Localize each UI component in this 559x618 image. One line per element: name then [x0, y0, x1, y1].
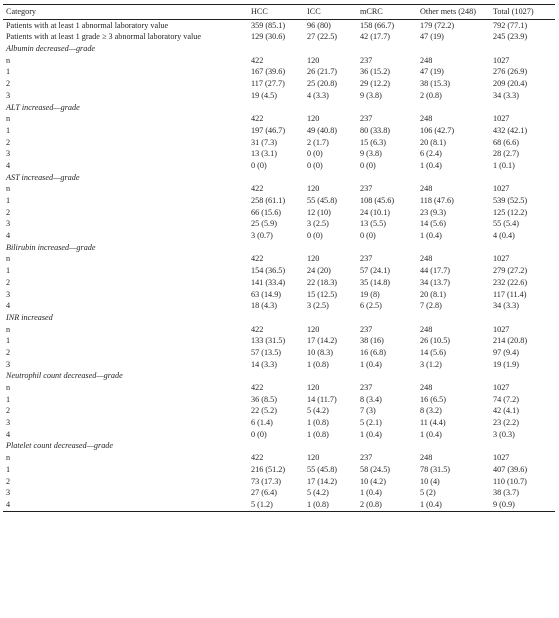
- table-cell: 3 (1.2): [420, 359, 442, 369]
- table-cell: 57 (13.5): [251, 347, 282, 357]
- table-cell: 279 (27.2): [493, 266, 528, 276]
- table-cell: 9 (3.8): [360, 90, 382, 100]
- table-cell: 17 (14.2): [307, 336, 338, 346]
- table-row: [3, 55, 555, 67]
- table-row: [3, 336, 555, 348]
- table-cell: 12 (10): [307, 207, 331, 217]
- header-total: Total (1027): [493, 6, 534, 16]
- table-cell: 1 (0.4): [360, 359, 382, 369]
- row-label: 4: [6, 499, 11, 509]
- row-label: 2: [6, 137, 11, 147]
- table-cell: 1027: [493, 254, 510, 264]
- table-cell: 96 (80): [307, 20, 331, 30]
- table-cell: 120: [307, 254, 320, 264]
- table-cell: 120: [307, 383, 320, 393]
- table-cell: 38 (3.7): [493, 488, 519, 498]
- table-cell: 792 (77.1): [493, 20, 528, 30]
- table-cell: 209 (20.4): [493, 79, 528, 89]
- table-cell: 422: [251, 184, 264, 194]
- row-label: 3: [6, 488, 11, 498]
- section-heading-row: [3, 441, 555, 453]
- table-cell: 1027: [493, 114, 510, 124]
- section-title: ALT increased—grade: [6, 102, 80, 112]
- table-cell: 245 (23.9): [493, 32, 528, 42]
- table-cell: 14 (3.3): [251, 359, 277, 369]
- section-heading-row: [3, 242, 555, 254]
- table-cell: 57 (24.1): [360, 266, 391, 276]
- table-row: [3, 394, 555, 406]
- table-cell: 117 (27.7): [251, 79, 285, 89]
- table-cell: 248: [420, 324, 433, 334]
- row-label: 1: [6, 464, 11, 474]
- table-cell: 117 (11.4): [493, 289, 527, 299]
- table-row: [3, 207, 555, 219]
- table-cell: 422: [251, 55, 264, 65]
- table-cell: 1 (0.4): [420, 429, 442, 439]
- row-label: Patients with at least 1 grade ≥ 3 abnormal laboratory value: [6, 32, 202, 42]
- table-row: [3, 406, 555, 418]
- row-label: 1: [6, 336, 11, 346]
- table-row: [3, 230, 555, 242]
- table-row: [3, 67, 555, 79]
- table-cell: 216 (51.2): [251, 464, 286, 474]
- row-label: 3: [6, 289, 11, 299]
- table-cell: 432 (42.1): [493, 125, 528, 135]
- table-cell: 68 (6.6): [493, 137, 519, 147]
- table-cell: 120: [307, 453, 320, 463]
- table-row: [3, 90, 555, 102]
- section-heading-row: [3, 312, 555, 324]
- table-cell: 42 (17.7): [360, 32, 391, 42]
- table-cell: 232 (22.6): [493, 277, 528, 287]
- table-cell: 3 (2.5): [307, 301, 329, 311]
- row-label: 1: [6, 266, 11, 276]
- header-mcrc: mCRC: [360, 6, 383, 16]
- table-row: [3, 289, 555, 301]
- table-cell: 19 (4.5): [251, 90, 277, 100]
- row-label: 4: [6, 160, 11, 170]
- table-cell: 197 (46.7): [251, 125, 286, 135]
- table-cell: 10 (4): [420, 476, 440, 486]
- table-cell: 0 (0): [251, 160, 267, 170]
- table-row: [3, 149, 555, 161]
- table-cell: 55 (5.4): [493, 219, 519, 229]
- table-cell: 1 (0.8): [307, 418, 329, 428]
- table-cell: 359 (85.1): [251, 20, 286, 30]
- table-cell: 0 (0): [307, 231, 323, 241]
- table-cell: 1 (0.4): [420, 160, 442, 170]
- table-cell: 1027: [493, 55, 510, 65]
- summary-row: [3, 32, 555, 44]
- table-cell: 120: [307, 184, 320, 194]
- table-cell: 5 (4.2): [307, 488, 329, 498]
- table-cell: 18 (4.3): [251, 301, 277, 311]
- table-cell: 11 (4.4): [420, 418, 446, 428]
- table-cell: 108 (45.6): [360, 196, 395, 206]
- table-cell: 34 (3.3): [493, 301, 519, 311]
- table-row: [3, 382, 555, 394]
- table-cell: 24 (10.1): [360, 207, 391, 217]
- row-label: 3: [6, 418, 11, 428]
- table-cell: 0 (0): [307, 149, 323, 159]
- table-cell: 26 (21.7): [307, 67, 338, 77]
- table-cell: 248: [420, 55, 433, 65]
- table-cell: 47 (19): [420, 32, 444, 42]
- table-cell: 237: [360, 453, 373, 463]
- table-cell: 19 (1.9): [493, 359, 519, 369]
- row-label: 2: [6, 79, 11, 89]
- table-cell: 1 (0.8): [307, 429, 329, 439]
- table-cell: 5 (4.2): [307, 406, 329, 416]
- table-cell: 29 (12.2): [360, 79, 391, 89]
- table-cell: 1027: [493, 324, 510, 334]
- row-label: n: [6, 114, 11, 124]
- row-label: n: [6, 184, 11, 194]
- row-label: 4: [6, 231, 11, 241]
- header-icc: ICC: [307, 6, 321, 16]
- table-cell: 422: [251, 453, 264, 463]
- section-title: Albumin decreased—grade: [6, 44, 96, 54]
- table-cell: 15 (12.5): [307, 289, 338, 299]
- table-cell: 4 (0.4): [493, 231, 515, 241]
- table-cell: 237: [360, 383, 373, 393]
- table-cell: 133 (31.5): [251, 336, 286, 346]
- table-row: [3, 277, 555, 289]
- table-cell: 129 (30.6): [251, 32, 286, 42]
- table-cell: 1027: [493, 383, 510, 393]
- table-cell: 7 (2.8): [420, 301, 442, 311]
- table-cell: 5 (1.2): [251, 499, 273, 509]
- table-cell: 78 (31.5): [420, 464, 451, 474]
- table-row: [3, 476, 555, 488]
- table-cell: 20 (8.1): [420, 137, 446, 147]
- table-cell: 9 (0.9): [493, 499, 515, 509]
- table-cell: 1027: [493, 184, 510, 194]
- section-title: Bilirubin increased—grade: [6, 242, 96, 252]
- table-cell: 0 (0): [360, 231, 376, 241]
- table-cell: 118 (47.6): [420, 196, 454, 206]
- table-cell: 22 (18.3): [307, 277, 338, 287]
- table-cell: 214 (20.8): [493, 336, 528, 346]
- table-cell: 3 (2.5): [307, 219, 329, 229]
- table-cell: 248: [420, 383, 433, 393]
- table-cell: 14 (11.7): [307, 394, 337, 404]
- table-cell: 47 (19): [420, 67, 444, 77]
- table-row: [3, 488, 555, 500]
- table-row: [3, 184, 555, 196]
- table-cell: 422: [251, 324, 264, 334]
- table-cell: 1 (0.4): [420, 499, 442, 509]
- table-cell: 19 (8): [360, 289, 380, 299]
- header-hcc: HCC: [251, 6, 268, 16]
- table-cell: 141 (33.4): [251, 277, 286, 287]
- table-cell: 34 (13.7): [420, 277, 451, 287]
- table-cell: 10 (4.2): [360, 476, 386, 486]
- table-cell: 25 (5.9): [251, 219, 277, 229]
- row-label: 2: [6, 207, 11, 217]
- table-cell: 24 (20): [307, 266, 331, 276]
- table-cell: 10 (8.3): [307, 347, 333, 357]
- table-cell: 13 (5.5): [360, 219, 386, 229]
- table-cell: 9 (3.8): [360, 149, 382, 159]
- table-cell: 422: [251, 254, 264, 264]
- row-label: n: [6, 254, 11, 264]
- table-cell: 276 (26.9): [493, 67, 528, 77]
- table-row: [3, 160, 555, 172]
- section-heading-row: [3, 172, 555, 184]
- table-row: [3, 78, 555, 90]
- table-cell: 167 (39.6): [251, 67, 286, 77]
- table-cell: 237: [360, 55, 373, 65]
- table-row: [3, 452, 555, 464]
- table-row: [3, 324, 555, 336]
- table-row: [3, 125, 555, 137]
- table-cell: 25 (20.8): [307, 79, 338, 89]
- table-cell: 237: [360, 324, 373, 334]
- row-label: 1: [6, 125, 11, 135]
- table-cell: 407 (39.6): [493, 464, 528, 474]
- table-cell: 179 (72.2): [420, 20, 455, 30]
- section-title: AST increased—grade: [6, 172, 80, 182]
- table-cell: 110 (10.7): [493, 476, 527, 486]
- table-cell: 120: [307, 324, 320, 334]
- summary-row: [3, 20, 555, 32]
- table-cell: 3 (0.7): [251, 231, 273, 241]
- table-cell: 42 (4.1): [493, 406, 519, 416]
- table-cell: 73 (17.3): [251, 476, 282, 486]
- table-cell: 28 (2.7): [493, 149, 519, 159]
- table-cell: 63 (14.9): [251, 289, 282, 299]
- table-row: [3, 254, 555, 266]
- row-label: 3: [6, 149, 11, 159]
- table-cell: 2 (0.8): [360, 499, 382, 509]
- table-cell: 422: [251, 114, 264, 124]
- table-cell: 38 (16): [360, 336, 384, 346]
- table-cell: 58 (24.5): [360, 464, 391, 474]
- table-cell: 1 (0.4): [360, 429, 382, 439]
- table-cell: 13 (3.1): [251, 149, 277, 159]
- table-cell: 26 (10.5): [420, 336, 451, 346]
- table-cell: 14 (5.6): [420, 219, 446, 229]
- section-title: Platelet count decreased—grade: [6, 441, 114, 451]
- table-cell: 16 (6.5): [420, 394, 446, 404]
- table-cell: 539 (52.5): [493, 196, 528, 206]
- table-cell: 6 (2.4): [420, 149, 442, 159]
- table-cell: 248: [420, 114, 433, 124]
- row-label: n: [6, 324, 11, 334]
- table-row: [3, 219, 555, 231]
- table-cell: 1 (0.1): [493, 160, 515, 170]
- table-cell: 7 (3): [360, 406, 376, 416]
- table-cell: 55 (45.8): [307, 464, 338, 474]
- table-cell: 237: [360, 184, 373, 194]
- table-cell: 49 (40.8): [307, 125, 338, 135]
- table-cell: 8 (3.4): [360, 394, 382, 404]
- table-cell: 6 (2.5): [360, 301, 382, 311]
- table-cell: 16 (6.8): [360, 347, 386, 357]
- table-cell: 4 (3.3): [307, 90, 329, 100]
- header-other-mets: Other mets (248): [420, 6, 476, 16]
- section-heading-row: [3, 43, 555, 55]
- table-cell: 120: [307, 114, 320, 124]
- table-cell: 74 (7.2): [493, 394, 519, 404]
- table-row: [3, 499, 555, 511]
- row-label: 3: [6, 90, 11, 100]
- table-cell: 1 (0.8): [307, 359, 329, 369]
- table-cell: 14 (5.6): [420, 347, 446, 357]
- table-row: [3, 195, 555, 207]
- table-cell: 120: [307, 55, 320, 65]
- table-row: [3, 417, 555, 429]
- row-label: 2: [6, 347, 11, 357]
- table-cell: 1 (0.4): [420, 231, 442, 241]
- table-row: [3, 359, 555, 371]
- table-cell: 154 (36.5): [251, 266, 286, 276]
- table-cell: 258 (61.1): [251, 196, 286, 206]
- row-label: n: [6, 383, 11, 393]
- table-cell: 248: [420, 184, 433, 194]
- laboratory-abnormalities-table: [3, 4, 555, 512]
- table-cell: 27 (22.5): [307, 32, 338, 42]
- table-cell: 23 (9.3): [420, 207, 446, 217]
- table-row: [3, 265, 555, 277]
- table-cell: 2 (1.7): [307, 137, 329, 147]
- table-cell: 3 (0.3): [493, 429, 515, 439]
- table-cell: 0 (0): [251, 429, 267, 439]
- section-title: INR increased: [6, 312, 53, 322]
- table-cell: 158 (66.7): [360, 20, 395, 30]
- table-cell: 248: [420, 254, 433, 264]
- table-cell: 6 (1.4): [251, 418, 273, 428]
- table-cell: 422: [251, 383, 264, 393]
- table-cell: 36 (15.2): [360, 67, 391, 77]
- row-label: 2: [6, 476, 11, 486]
- row-label: 1: [6, 67, 11, 77]
- table-cell: 35 (14.8): [360, 277, 391, 287]
- table-cell: 23 (2.2): [493, 418, 519, 428]
- row-label: Patients with at least 1 abnormal laboratory value: [6, 20, 169, 30]
- table-cell: 55 (45.8): [307, 196, 338, 206]
- table-cell: 0 (0): [360, 160, 376, 170]
- row-label: 2: [6, 406, 11, 416]
- table-cell: 34 (3.3): [493, 90, 519, 100]
- row-label: n: [6, 55, 11, 65]
- table-cell: 38 (15.3): [420, 79, 451, 89]
- row-label: 1: [6, 394, 11, 404]
- header-category: Category: [6, 6, 37, 16]
- table-cell: 44 (17.7): [420, 266, 451, 276]
- table-cell: 17 (14.2): [307, 476, 338, 486]
- row-label: 2: [6, 277, 11, 287]
- row-label: 4: [6, 301, 11, 311]
- table-cell: 5 (2.1): [360, 418, 382, 428]
- row-label: 3: [6, 359, 11, 369]
- table-cell: 66 (15.6): [251, 207, 282, 217]
- table-cell: 237: [360, 114, 373, 124]
- table-cell: 80 (33.8): [360, 125, 391, 135]
- table-row: [3, 429, 555, 441]
- table-cell: 97 (9.4): [493, 347, 519, 357]
- table-cell: 31 (7.3): [251, 137, 277, 147]
- table-cell: 2 (0.8): [420, 90, 442, 100]
- table-cell: 15 (6.3): [360, 137, 386, 147]
- table-body: [3, 20, 555, 512]
- section-heading-row: [3, 371, 555, 383]
- row-label: 1: [6, 196, 11, 206]
- table-cell: 237: [360, 254, 373, 264]
- table-cell: 248: [420, 453, 433, 463]
- table-row: [3, 114, 555, 126]
- section-title: Neutrophil count decreased—grade: [6, 371, 123, 381]
- table-cell: 106 (42.7): [420, 125, 455, 135]
- table-cell: 20 (8.1): [420, 289, 446, 299]
- table-row: [3, 137, 555, 149]
- table-cell: 0 (0): [307, 160, 323, 170]
- table-row: [3, 464, 555, 476]
- table-row: [3, 347, 555, 359]
- table-cell: 8 (3.2): [420, 406, 442, 416]
- table-cell: 1027: [493, 453, 510, 463]
- row-label: 4: [6, 429, 11, 439]
- table-cell: 125 (12.2): [493, 207, 528, 217]
- row-label: n: [6, 453, 11, 463]
- table-cell: 1 (0.4): [360, 488, 382, 498]
- table-cell: 27 (6.4): [251, 488, 277, 498]
- row-label: 3: [6, 219, 11, 229]
- table-header-row: [3, 5, 555, 20]
- table-cell: 22 (5.2): [251, 406, 277, 416]
- section-heading-row: [3, 102, 555, 114]
- table-cell: 5 (2): [420, 488, 436, 498]
- table-row: [3, 301, 555, 313]
- table-cell: 1 (0.8): [307, 499, 329, 509]
- table-cell: 36 (8.5): [251, 394, 277, 404]
